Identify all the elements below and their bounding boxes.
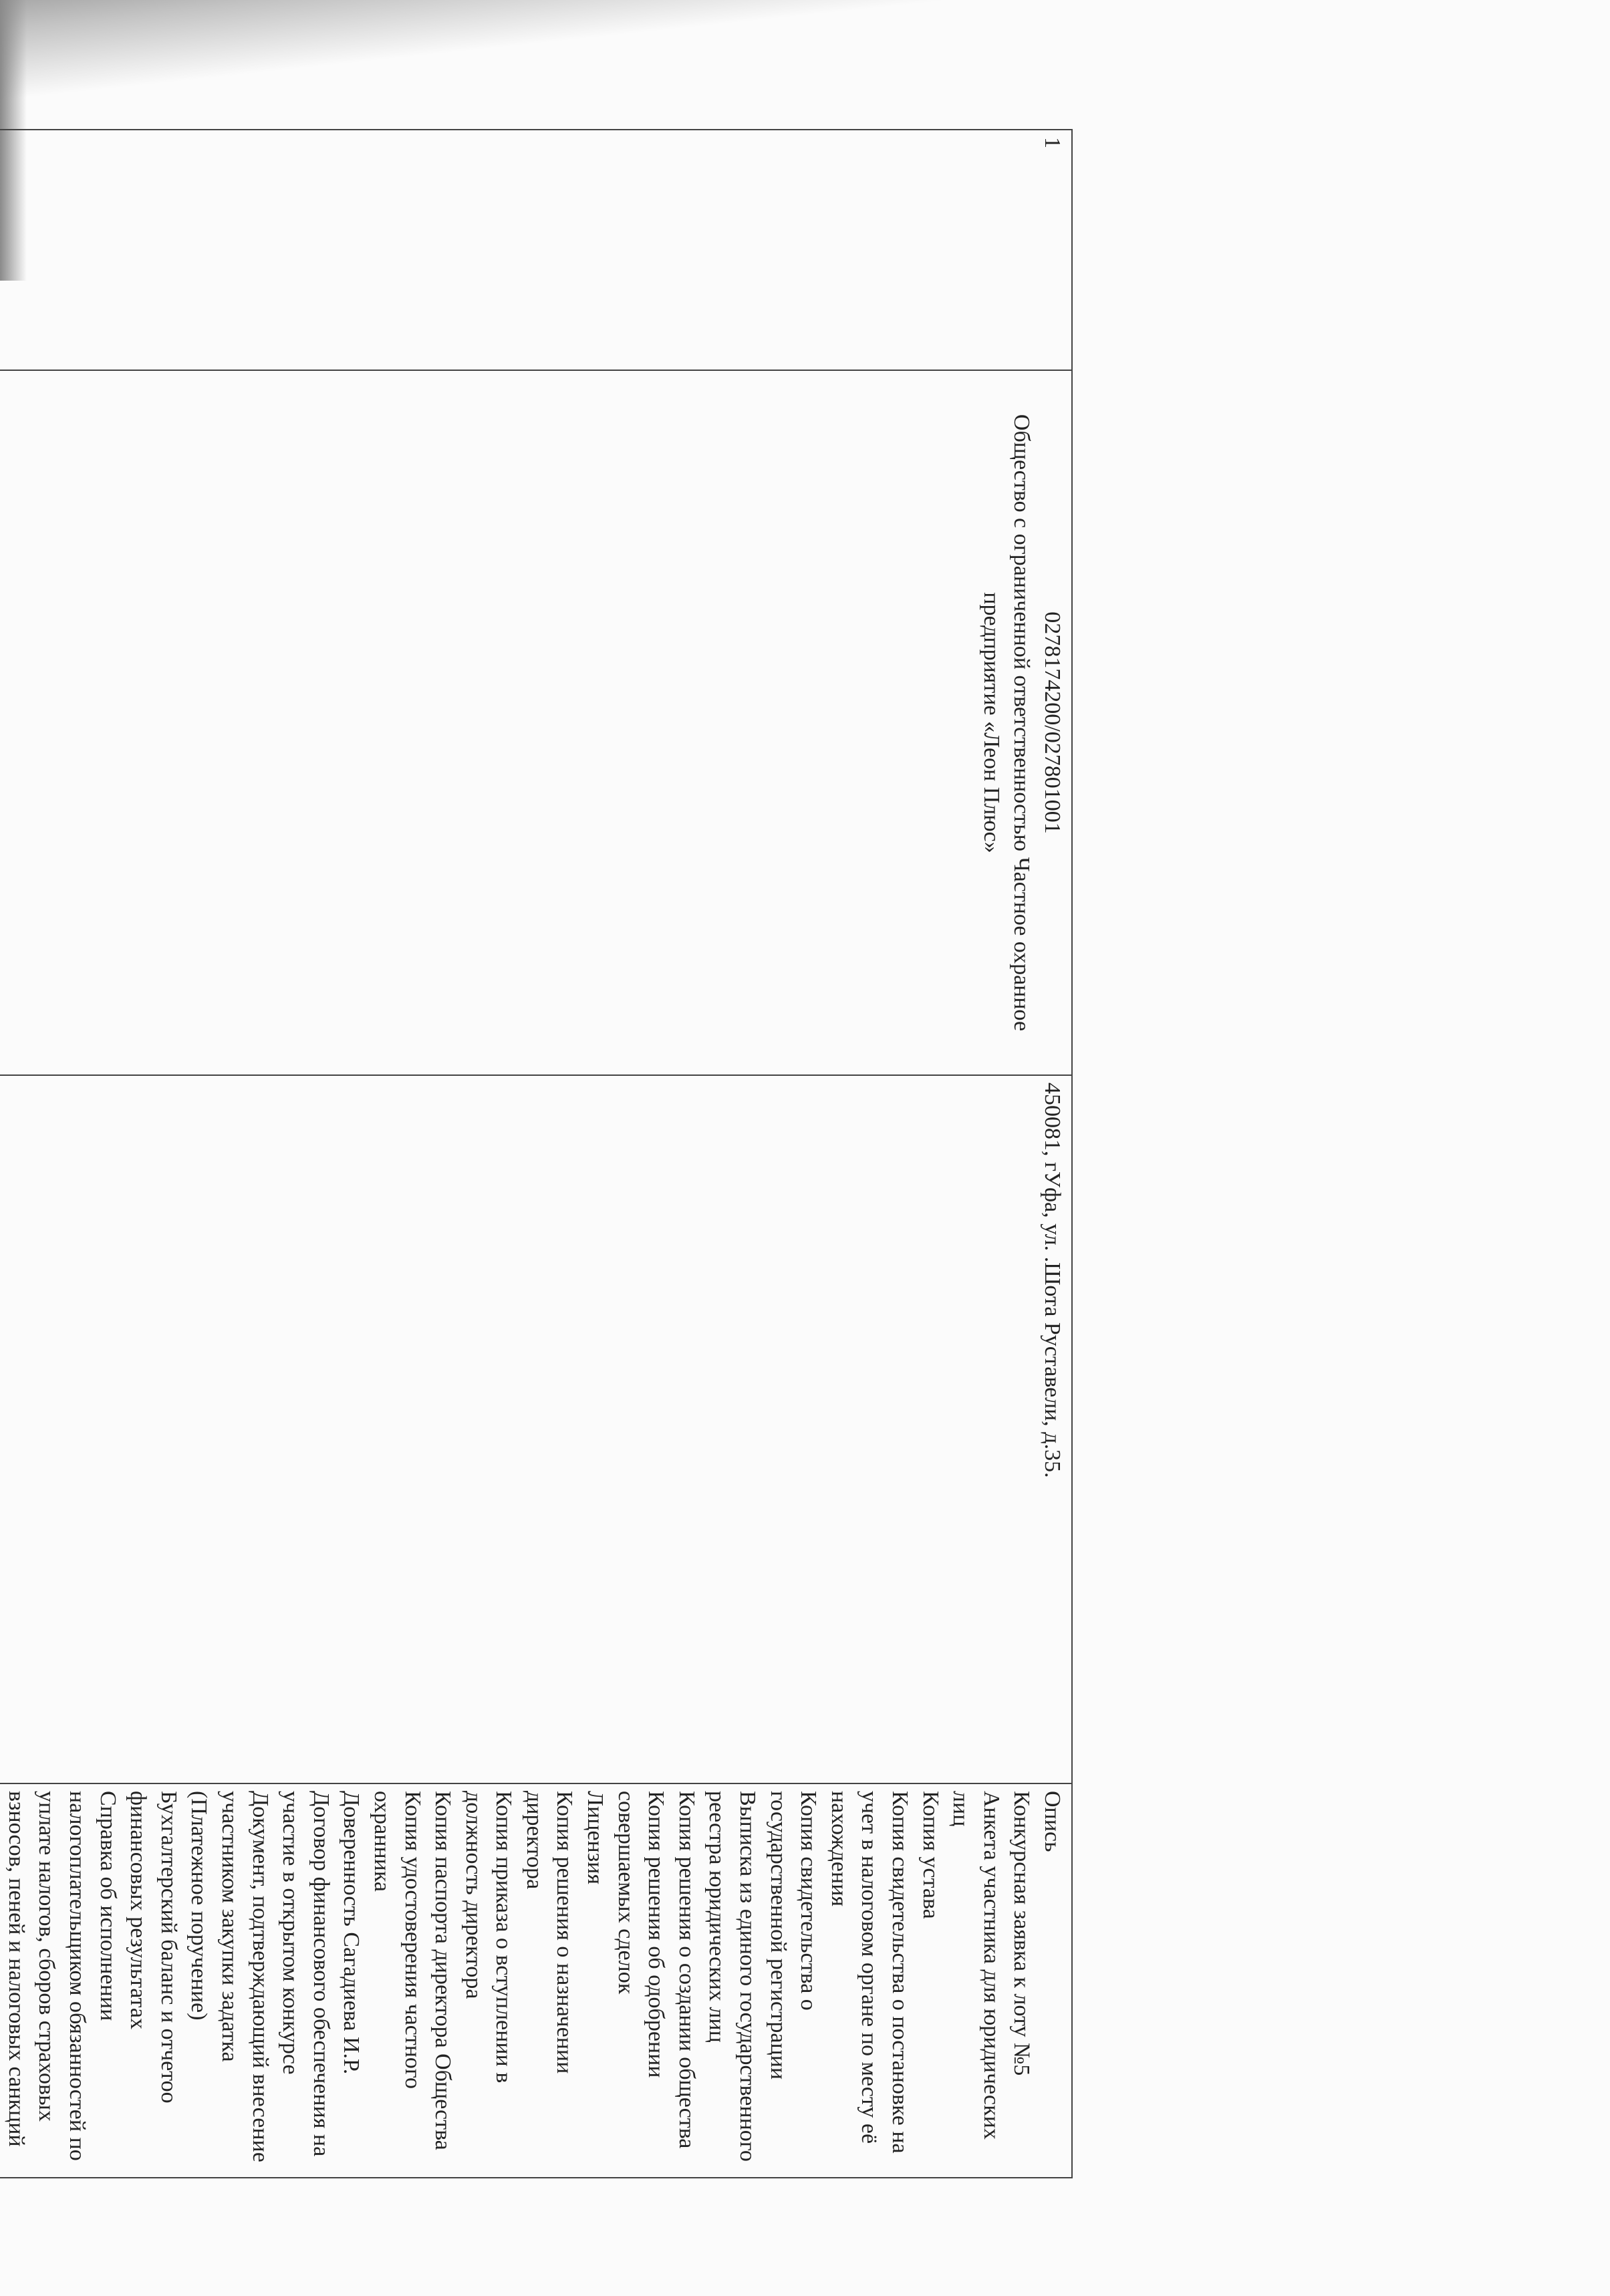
- organization-name: Общество с ограниченной ответственностью Частное охранное предприятие «Леон Плюс»: [978, 414, 1035, 1032]
- inventory-item: Копия удостоверения частного охранника: [369, 1791, 425, 2090]
- inventory-item: Анкета участника для юридических лиц: [948, 1791, 1004, 2140]
- inventory-item: Копия паспорта директора Общества: [430, 1791, 456, 2150]
- inventory-item: Документ, подтверждающий внесение участником закупки задатка (Платежное поручение): [186, 1791, 273, 2162]
- organization-cell: [0, 370, 1072, 1075]
- inventory-item: Копия устава: [918, 1791, 943, 1919]
- inventory-item: Выписка из единого государственного реестра юридических лиц: [704, 1791, 761, 2162]
- inventory-item: Копия решения об одобрении совершаемых сделок: [613, 1791, 669, 2078]
- inventory-cell: [0, 1783, 1072, 2178]
- organization-inn-kpp: 0278174200/027801001: [1040, 611, 1065, 834]
- rotated-table-container: [3, 129, 1073, 2177]
- inventory-item: Справка об исполнении налогоплательщиком обязанностей по уплате налогов, сборов страховых взносов, пеней и налоговых санкций: [3, 1791, 120, 2161]
- inventory-item: Копия приказа о вступлении в должность директора: [460, 1791, 517, 2084]
- inventory-item: Лицензия: [583, 1791, 608, 1885]
- table-row: [0, 130, 1072, 2178]
- inventory-item: Копия свидетельства о государственной регистрации: [765, 1791, 821, 2080]
- inventory-item: Копия решения о создании общества: [674, 1791, 699, 2149]
- inventory-item: Конкурсная заявка к лоту №5: [1009, 1791, 1035, 2076]
- inventory-item: Копия свидетельства о постановке на учет в налоговом органе по месту её нахождения: [826, 1791, 913, 2154]
- scanner-shadow: [0, 0, 1212, 106]
- inventory-title: Опись: [1040, 1791, 1065, 1852]
- bid-table: [0, 129, 1073, 2178]
- inventory-item: Бухгалтерский баланс и отчетоо финансовых результатах: [126, 1791, 181, 2104]
- row-number-cell: [0, 130, 1072, 370]
- inventory-item: Договор финансового обеспечения на участие в открытом конкурсе: [278, 1791, 333, 2157]
- organization-address: 450081, гУфа, ул. .Шота Руставели, д.35.: [1040, 1083, 1065, 1478]
- inventory-item: Копия решения о назначении директора: [521, 1791, 577, 2074]
- row-number: 1: [1040, 137, 1065, 148]
- address-cell: [0, 1075, 1072, 1783]
- inventory-item: Доверенность Сагадиева И.Р.: [339, 1791, 364, 2075]
